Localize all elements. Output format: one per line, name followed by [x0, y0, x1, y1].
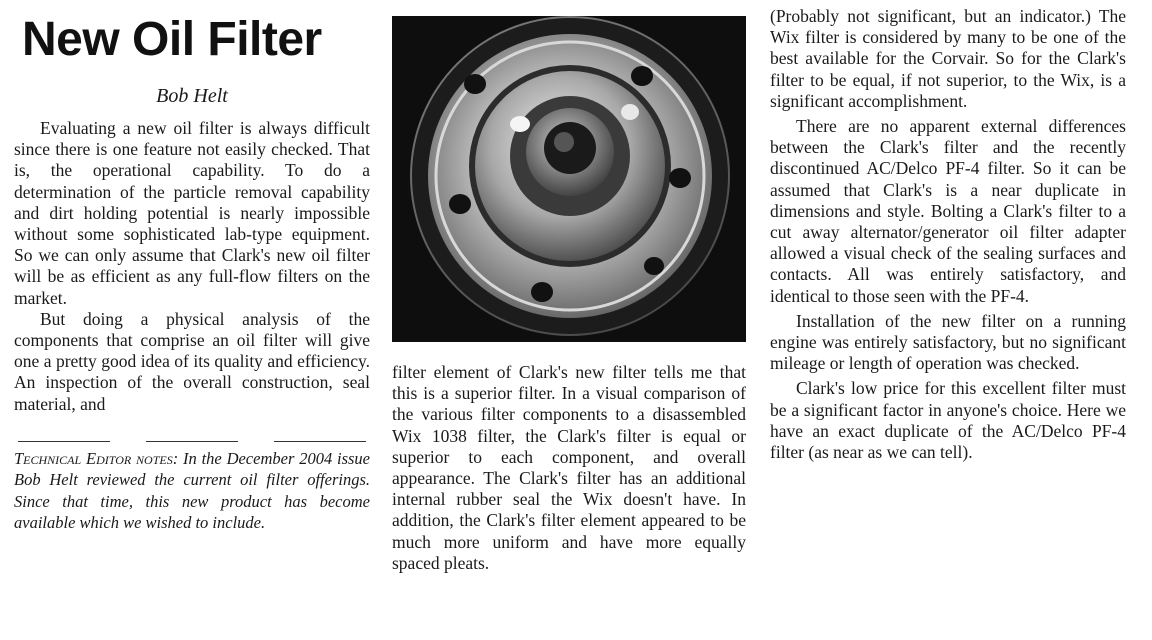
editor-note	[14, 448, 370, 534]
column-right	[770, 6, 1126, 463]
note-divider	[18, 441, 366, 442]
oil-filter-image	[392, 16, 746, 342]
body-paragraph: There are no apparent external differences between the Clark's filter and the recently discontinued AC/Delco PF-4 filter. So it can be assumed that Clark's is a near duplicate in dimensions and style. Bolting a Clark's filter to a cut away alternator/generator oil filter adapter allowed a visual check of the sealing surfaces and contacts. All was entirely satisfactory, and identical to those seen with the PF-4.	[770, 116, 1126, 306]
column-left	[14, 0, 370, 534]
body-paragraph: Clark's low price for this excellent filter must be a significant factor in anyone's choice. Here we have an exact duplicate of the AC/Delco PF-4 filter (as near as we can tell).	[770, 378, 1126, 463]
author-byline: Bob Helt	[156, 85, 228, 107]
body-paragraph: Installation of the new filter on a running engine was entirely satisfactory, but no significant mileage or length of operation was checked.	[770, 310, 1126, 374]
editor-note-lead: Technical Editor notes:	[14, 448, 179, 468]
body-paragraph: Evaluating a new oil filter is always difficult since there is one feature not easily checked. That is, the operational capability. To do a determination of the particle removal capability and dirt holding potential is nearly impossible without some sophisticated lab-type equipment. So we can only assume that Clark's new oil filter will be as efficient as any full-flow filters on the market.	[14, 118, 370, 308]
article-title: New Oil Filter	[22, 13, 322, 66]
column-middle	[392, 0, 746, 574]
body-paragraph: But doing a physical analysis of the components that comprise an oil filter will give one a pretty good idea of its quality and efficiency. An inspection of the overall construction, seal material, and	[14, 308, 370, 414]
oil-filter-photo	[392, 16, 746, 342]
editor-note-text: In the December 2004 issue Bob Helt reviewed the current oil filter offerings. Since that time, this new product has become available which we wished to include.	[14, 448, 371, 533]
body-paragraph: filter element of Clark's new filter tells me that this is a superior filter. In a visual comparison of the various filter components to a disassembled Wix 1038 filter, the Clark's filter is equal or superior to each component, and overall appearance. The Clark's filter has an additional internal rubber seal the Wix doesn't have. In addition, the Clark's filter element appeared to be much more uniform and have more equally spaced pleats.	[392, 362, 746, 573]
body-paragraph: (Probably not significant, but an indicator.) The Wix filter is considered by many to be one of the best available for the Corvair. So for the Clark's filter to be equal, if not superior, to the Wix, is a significant accomplishment.	[770, 6, 1126, 111]
